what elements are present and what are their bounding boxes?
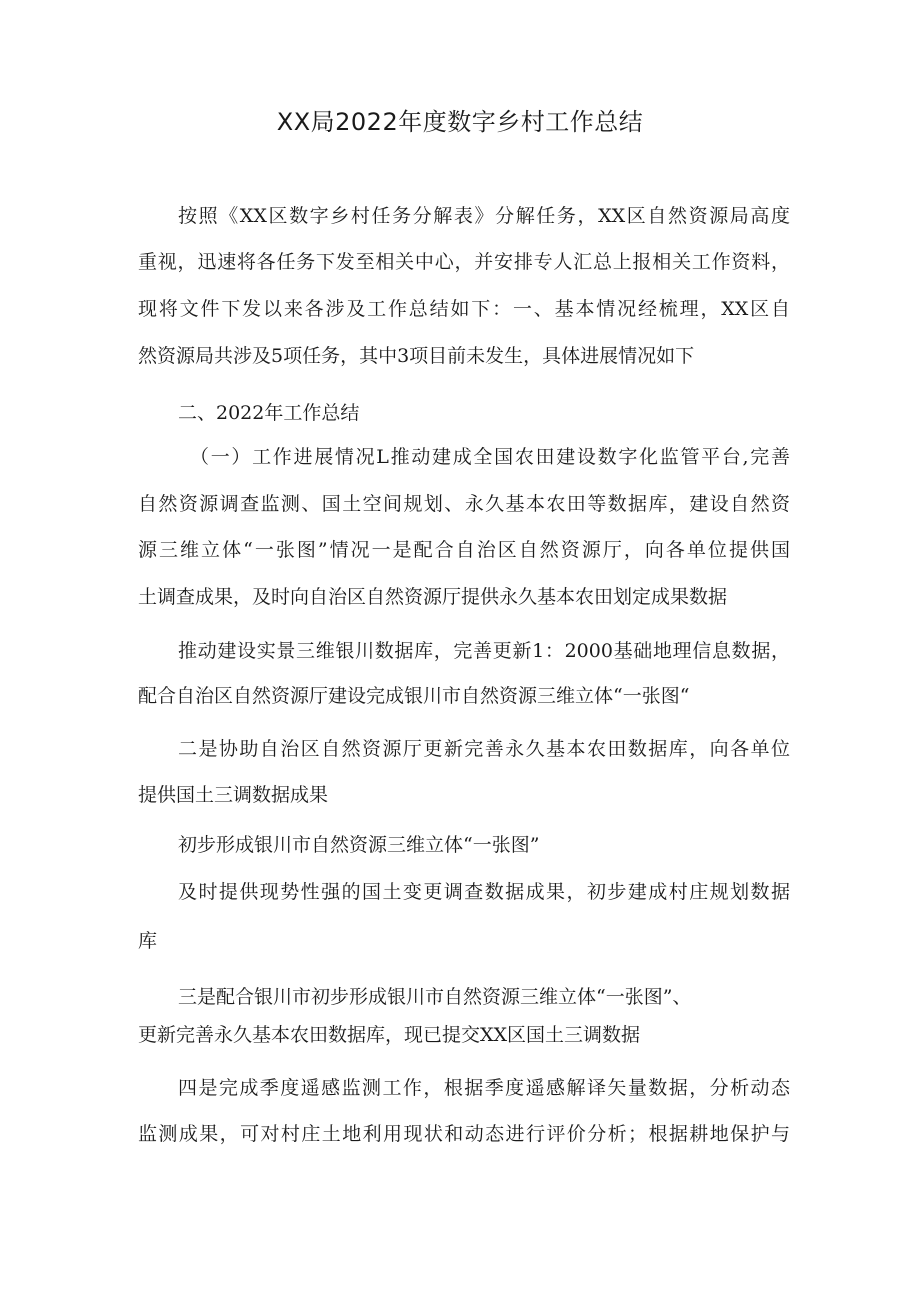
paragraph-line: 土调查成果，及时向自治区自然资源厅提供永久基本农田划定成果数据 [138, 586, 728, 608]
paragraph-line: 二是协助自治区自然资源厅更新完善永久基本农田数据库，向各单位 [178, 738, 790, 760]
paragraph-line: 库 [138, 930, 158, 952]
document-title: XX局2022年度数字乡村工作总结 [276, 108, 644, 136]
paragraph-line: 推动建设实景三维银川数据库，完善更新1：2000基础地理信息数据， [178, 640, 790, 662]
paragraph-line: （一）工作进展情况L推动建成全国农田建设数字化监管平台,完善 [190, 446, 790, 468]
paragraph-line: 初步形成银川市自然资源三维立体“一张图” [178, 834, 540, 856]
paragraph-line: 监测成果，可对村庄土地利用现状和动态进行评价分析；根据耕地保护与 [138, 1123, 790, 1145]
paragraph-line: 然资源局共涉及5项任务，其中3项目前未发生，具体进展情况如下 [138, 345, 695, 367]
paragraph-line: 按照《XX区数字乡村任务分解表》分解任务，XX区自然资源局高度 [178, 205, 790, 227]
section-heading: 二、2022年工作总结 [178, 402, 360, 424]
paragraph-line: 自然资源调查监测、国土空间规划、永久基本农田等数据库，建设自然资 [138, 493, 790, 515]
paragraph-line: 及时提供现势性强的国土变更调查数据成果，初步建成村庄规划数据 [178, 881, 790, 903]
paragraph-line: 现将文件下发以来各涉及工作总结如下：一、基本情况经梳理，XX区自 [138, 298, 790, 320]
paragraph-line: 重视，迅速将各任务下发至相关中心，并安排专人汇总上报相关工作资料， [138, 251, 790, 273]
paragraph-line: 四是完成季度遥感监测工作，根据季度遥感解译矢量数据，分析动态 [178, 1077, 790, 1099]
paragraph-line: 提供国土三调数据成果 [138, 784, 329, 806]
paragraph-line: 更新完善永久基本农田数据库，现已提交XX区国土三调数据 [138, 1024, 641, 1046]
paragraph-line: 三是配合银川市初步形成银川市自然资源三维立体“一张图”、 [178, 986, 692, 1008]
paragraph-line: 配合自治区自然资源厅建设完成银川市自然资源三维立体“一张图“ [138, 685, 690, 707]
paragraph-line: 源三维立体“一张图”情况一是配合自治区自然资源厅，向各单位提供国 [138, 539, 790, 561]
